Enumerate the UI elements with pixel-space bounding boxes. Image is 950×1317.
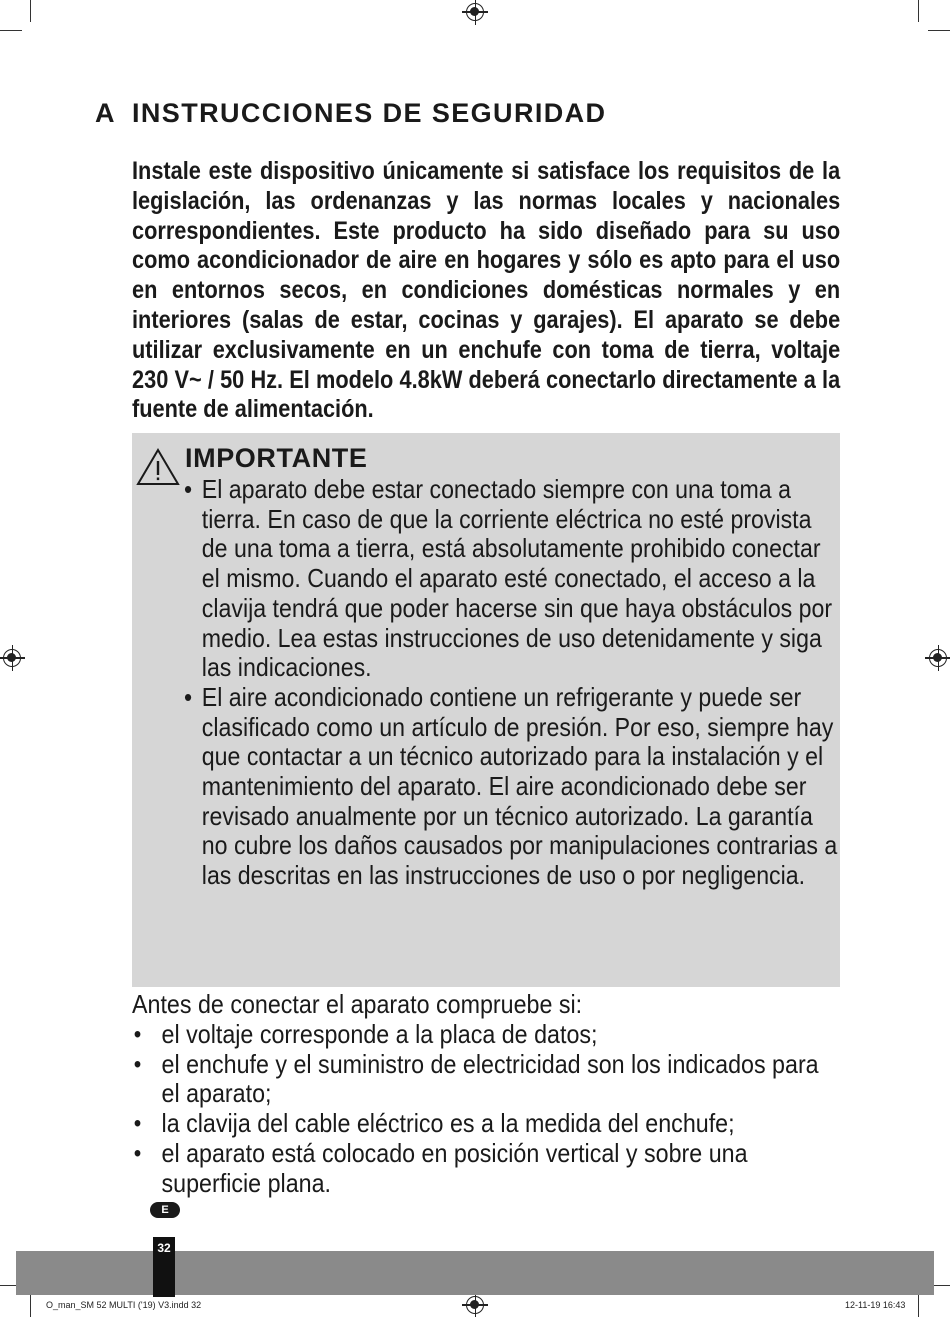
checklist-item-text: el aparato está colocado en posición vertical y sobre una superficie plana. — [161, 1137, 748, 1198]
registration-mark-icon — [466, 3, 484, 21]
bullet: • — [184, 681, 193, 712]
section-letter: A — [95, 98, 116, 128]
crop-mark — [30, 0, 31, 22]
language-badge: E — [150, 1202, 180, 1218]
bullet: • — [133, 1139, 142, 1167]
checklist-item-text: el enchufe y el suministro de electricidad son los indicados para el aparato; — [161, 1048, 819, 1109]
warning-item-text: El aire acondicionado contiene un refrigerante y puede ser clasificado como un artículo de presión. Por eso, siempre hay que contactar a un técnico autorizado para la instalación y el mantenimiento del aparato. El aire acondicionado debe ser revisado anualmente por un técnico autorizado. La garantía no cubre los daños causados por manipulaciones contrarias a las descritas en las instrucciones de uso o por negligencia. — [201, 681, 838, 891]
checklist-item — [132, 1020, 839, 1050]
registration-mark-icon — [3, 649, 21, 667]
crop-mark — [0, 30, 22, 31]
checklist-item — [132, 1050, 839, 1110]
warning-triangle-icon — [136, 447, 180, 487]
checklist-item — [132, 1139, 839, 1199]
section-title — [95, 98, 606, 129]
checklist-item-text: la clavija del cable eléctrico es a la medida del enchufe; — [161, 1108, 735, 1139]
page-number: 32 — [153, 1237, 175, 1297]
bullet: • — [184, 474, 193, 504]
bullet: • — [133, 1050, 142, 1078]
intro-paragraph: Instale este dispositivo únicamente si satisface los requisitos de la legislación, las ordenanzas y las normas locales y nacionales correspondientes. Este producto ha sido diseñado para su uso como acondicionador de aire en hogares y sólo es apto para el uso en entornos secos, en condiciones domésticas normales y en interiores (salas de estar, cocinas y garajes). El aparato se debe utilizar exclusivamente en un enchufe con toma de tierra, voltaje 230 V~ / 50 Hz. El modelo 4.8kW deberá conectarlo directamente a la fuente de alimentación. — [132, 157, 841, 424]
crop-mark — [928, 30, 950, 31]
warning-item-text: El aparato debe estar conectado siempre con una toma a tierra. En caso de que la corriente eléctrica no esté provista de una toma a tierra, está absolutamente prohibido conectar el mismo. Cuando el aparato esté conectado, el acceso a la clavija tendrá que poder hacerse sin que haya obstáculos por medio. Lea estas instrucciones de uso detenidamente y siga las indicaciones. — [201, 474, 833, 683]
warning-item — [184, 475, 843, 683]
section-heading: INSTRUCCIONES DE SEGURIDAD — [132, 98, 607, 128]
checklist-item-text: el voltaje corresponde a la placa de datos; — [161, 1018, 598, 1049]
warning-heading: IMPORTANTE — [185, 443, 368, 473]
warning-item — [184, 683, 843, 891]
crop-mark — [918, 0, 919, 22]
checklist-item — [132, 1109, 839, 1139]
crop-mark — [30, 1295, 31, 1317]
registration-mark-icon — [466, 1296, 484, 1314]
registration-mark-icon — [929, 649, 947, 667]
pre-connection-checklist — [132, 990, 839, 1199]
crop-mark — [918, 1295, 919, 1317]
important-warning-box — [132, 433, 840, 987]
bullet: • — [133, 1110, 142, 1138]
date-slug: 12-11-19 16:43 — [845, 1300, 906, 1310]
bullet: • — [133, 1020, 142, 1048]
warning-list — [184, 475, 843, 891]
checklist-lead: Antes de conectar el aparato compruebe si: — [132, 989, 583, 1019]
file-slug: O_man_SM 52 MULTI ('19) V3.indd 32 — [46, 1300, 202, 1310]
